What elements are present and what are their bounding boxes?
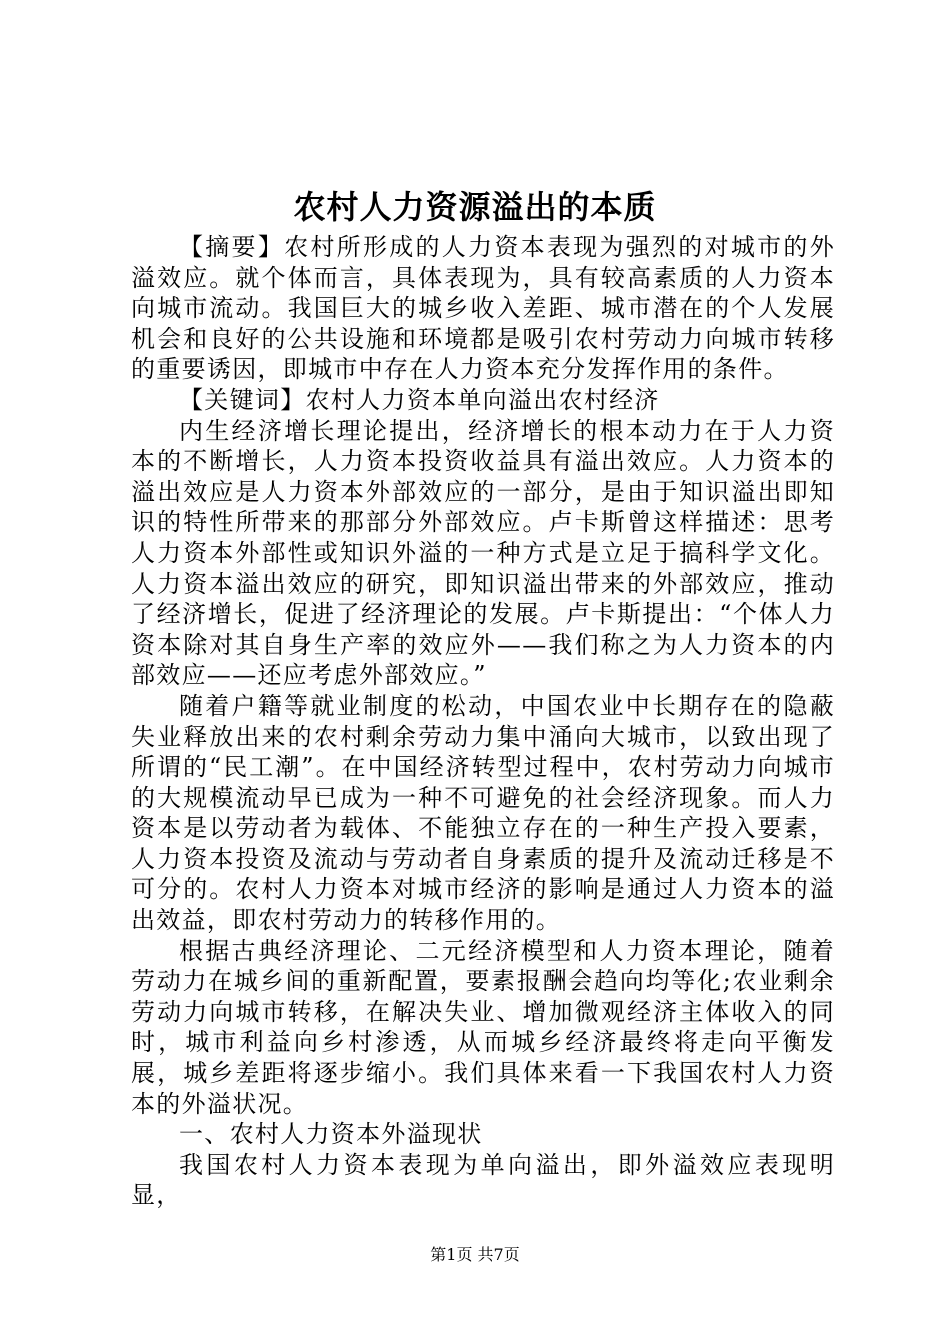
keywords-paragraph: 【关键词】农村人力资本单向溢出农村经济 <box>179 385 660 414</box>
body-paragraph: 内生经济增长理论提出，经济增长的根本动力在于人力资本的不断增长，人力资本投资收益具有溢出效应。人力资本的溢出效应是人力资本外部效应的一部分，是由于知识溢出即知识的特性所带来的那部分外部效应。卢卡斯曾这样描述：思考人力资本外部性或知识外溢的一种方式是立足于搞科学文化。人力资本溢出效应的研究，即知识溢出带来的外部效应，推动了经济增长，促进了经济理论的发展。卢卡斯提出：“个体人力资本除对其自身生产率的效应外——我们称之为人力资本的内部效应——还应考虑外部效应。” <box>131 416 835 690</box>
section-heading: 一、农村人力资本外溢现状 <box>179 1120 483 1149</box>
document-title: 农村人力资源溢出的本质 <box>293 188 657 226</box>
page-footer: 第1页 共7页 <box>430 1245 520 1264</box>
body-paragraph: 随着户籍等就业制度的松动，中国农业中长期存在的隐蔽失业释放出来的农村剩余劳动力集中涌向大城市，以致出现了所谓的“民工潮”。在中国经济转型过程中，农村劳动力向城市的大规模流动早已成为一种不可避免的社会经济现象。而人力资本是以劳动者为载体、不能独立存在的一种生产投入要素，人力资本投资及流动与劳动者自身素质的提升及流动迁移是不可分的。农村人力资本对城市经济的影响是通过人力资本的溢出效益，即农村劳动力的转移作用的。 <box>131 691 835 935</box>
document-body <box>131 232 835 1211</box>
body-paragraph: 我国农村人力资本表现为单向溢出，即外溢效应表现明显， <box>131 1150 835 1210</box>
body-paragraph: 根据古典经济理论、二元经济模型和人力资本理论，随着劳动力在城乡间的重新配置，要素报酬会趋向均等化;农业剩余劳动力向城市转移，在解决失业、增加微观经济主体收入的同时，城市利益向乡村渗透，从而城乡经济最终将走向平衡发展，城乡差距将逐步缩小。我们具体来看一下我国农村人力资本的外溢状况。 <box>131 936 835 1118</box>
abstract-paragraph: 【摘要】农村所形成的人力资本表现为强烈的对城市的外溢效应。就个体而言，具体表现为，具有较高素质的人力资本向城市流动。我国巨大的城乡收入差距、城市潜在的个人发展机会和良好的公共设施和环境都是吸引农村劳动力向城市转移的重要诱因，即城市中存在人力资本充分发挥作用的条件。 <box>131 233 835 384</box>
